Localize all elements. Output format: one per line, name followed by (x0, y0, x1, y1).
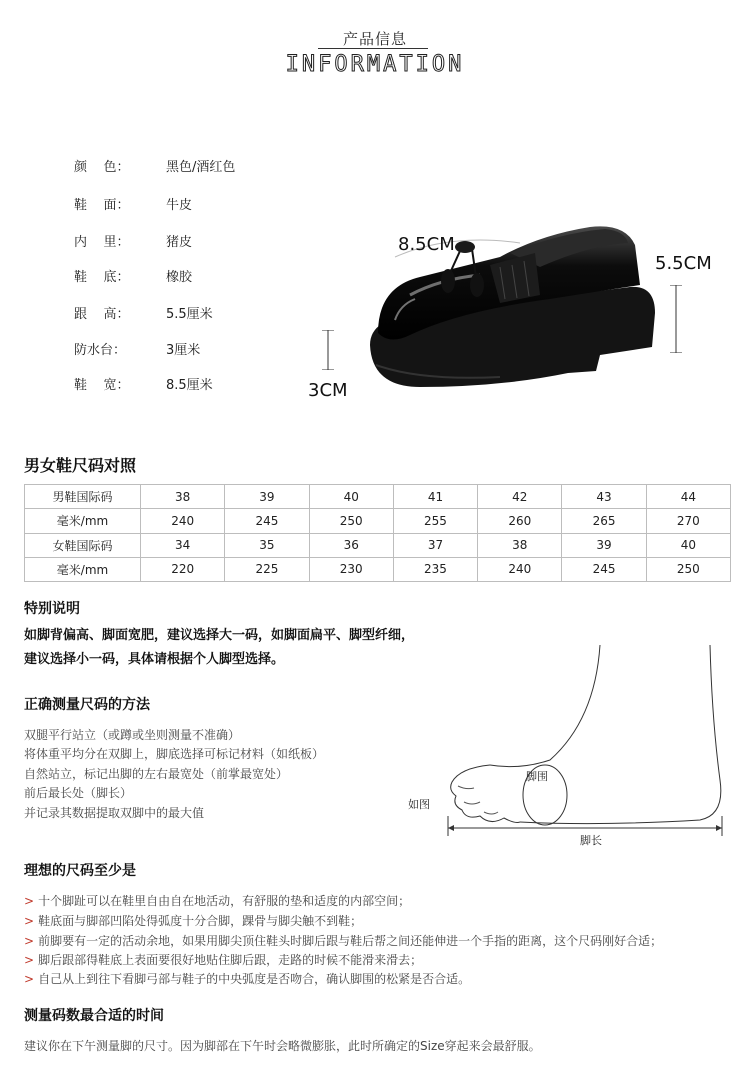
table-cell: 270 (646, 509, 730, 533)
table-cell: 40 (646, 533, 730, 557)
size-chart-table (24, 484, 731, 582)
size-chart-title: 男女鞋尺码对照 (24, 456, 137, 475)
method-line: 双腿平行站立（或蹲或坐则测量不准确） (24, 728, 241, 742)
table-cell: 37 (393, 533, 477, 557)
table-row (25, 557, 731, 581)
spec-value: 猪皮 (166, 235, 193, 250)
heel-height-marker (670, 285, 682, 353)
ideal-line (24, 970, 470, 987)
table-cell: 38 (141, 485, 225, 509)
table-row (25, 485, 731, 509)
arrow-icon: > (24, 953, 35, 967)
arrow-icon: > (24, 894, 35, 908)
foot-diagram (400, 640, 740, 850)
header-divider (318, 48, 428, 49)
arrow-icon: > (24, 972, 35, 986)
row-header: 毫米/mm (25, 557, 141, 581)
spec-value: 橡胶 (166, 270, 193, 285)
table-cell: 250 (309, 509, 393, 533)
spec-row (74, 231, 334, 251)
table-cell: 240 (141, 509, 225, 533)
row-header: 女鞋国际码 (25, 533, 141, 557)
ideal-line-text: 自己从上到往下看脚弓部与鞋子的中央弧度是否吻合，确认脚围的松紧是否合适。 (38, 972, 471, 986)
table-cell: 36 (309, 533, 393, 557)
table-cell: 38 (478, 533, 562, 557)
table-cell: 250 (646, 557, 730, 581)
special-title: 特别说明 (24, 601, 80, 617)
method-line: 将体重平均分在双脚上，脚底选择可标记材料（如纸板） (24, 747, 325, 761)
table-cell: 220 (141, 557, 225, 581)
platform-height-label: 3CM (308, 380, 348, 401)
header-subtitle: INFORMATION (285, 52, 465, 77)
spec-value: 3厘米 (166, 343, 201, 358)
ideal-line-text: 前脚要有一定的活动余地，如果用脚尖顶住鞋头时脚后跟与鞋后帮之间还能伸进一个手指的距离，这个尺码刚好合适； (38, 934, 663, 948)
info-header (0, 0, 750, 90)
time-text: 建议你在下午测量脚的尺寸。因为脚部在下午时会略微膨胀，此时所确定的Size穿起来会最舒服。 (24, 1039, 541, 1053)
ideal-line-text: 脚后跟部得鞋底上表面要很好地贴住脚后跟，走路的时候不能滑来滑去； (38, 953, 423, 967)
table-cell: 35 (225, 533, 309, 557)
shoe-image (300, 195, 740, 415)
spec-label: 跟 高： (74, 307, 130, 322)
special-line: 建议选择小一码，具体请根据个人脚型选择。 (24, 652, 285, 667)
platform-height-marker (322, 330, 334, 370)
foot-example-label: 如图 (408, 798, 430, 811)
ideal-line (24, 892, 410, 909)
row-header: 男鞋国际码 (25, 485, 141, 509)
header-title: 产品信息 (342, 30, 407, 48)
ideal-line-text: 十个脚趾可以在鞋里自由自在地活动，有舒服的垫和适度的内部空间； (38, 894, 411, 908)
spec-label: 颜 色： (74, 160, 130, 175)
time-title: 测量码数最合适的时间 (24, 1008, 164, 1024)
ideal-title: 理想的尺码至少是 (24, 863, 136, 879)
table-cell: 255 (393, 509, 477, 533)
method-line: 并记录其数据提取双脚中的最大值 (24, 806, 205, 820)
spec-row (74, 339, 334, 359)
ideal-line (24, 932, 662, 949)
table-cell: 245 (562, 557, 646, 581)
spec-value: 牛皮 (166, 198, 193, 213)
spec-label: 内 里： (74, 235, 130, 250)
spec-label: 鞋 底： (74, 270, 130, 285)
special-line: 如脚背偏高、脚面宽肥，建议选择大一码，如脚面扁平、脚型纤细， (24, 628, 415, 643)
table-row (25, 533, 731, 557)
table-cell: 260 (478, 509, 562, 533)
table-cell: 245 (225, 509, 309, 533)
foot-length-label: 脚长 (580, 834, 602, 847)
spec-row (74, 156, 334, 176)
spec-label: 鞋 面： (74, 198, 130, 213)
table-row (25, 509, 731, 533)
table-cell: 44 (646, 485, 730, 509)
spec-label: 鞋 宽： (74, 378, 130, 393)
spec-row (74, 374, 334, 394)
spec-row (74, 303, 334, 323)
ideal-line (24, 912, 362, 929)
spec-row (74, 266, 334, 286)
foot-outline (400, 640, 740, 850)
ideal-line (24, 951, 422, 968)
table-cell: 34 (141, 533, 225, 557)
spec-value: 5.5厘米 (166, 307, 213, 322)
arrow-icon: > (24, 914, 35, 928)
spec-row (74, 194, 334, 214)
table-cell: 225 (225, 557, 309, 581)
table-cell: 39 (562, 533, 646, 557)
foot-girth-label: 脚围 (526, 770, 548, 783)
table-cell: 40 (309, 485, 393, 509)
table-cell: 39 (225, 485, 309, 509)
spec-label: 防水台： (74, 343, 127, 358)
table-cell: 235 (393, 557, 477, 581)
table-cell: 230 (309, 557, 393, 581)
method-line: 自然站立，标记出脚的左右最宽处（前掌最宽处） (24, 767, 289, 781)
row-header: 毫米/mm (25, 509, 141, 533)
table-cell: 240 (478, 557, 562, 581)
method-line: 前后最长处（脚长） (24, 786, 133, 800)
table-cell: 42 (478, 485, 562, 509)
spec-value: 黑色/酒红色 (166, 160, 236, 175)
method-title: 正确测量尺码的方法 (24, 697, 150, 713)
table-cell: 43 (562, 485, 646, 509)
ideal-line-text: 鞋底面与脚部凹陷处得弧度十分合脚，踝骨与脚尖触不到鞋； (38, 914, 363, 928)
heel-height-label: 5.5CM (655, 253, 712, 274)
table-cell: 265 (562, 509, 646, 533)
arrow-icon: > (24, 934, 35, 948)
shoe-width-label: 8.5CM (398, 234, 455, 255)
spec-value: 8.5厘米 (166, 378, 213, 393)
table-cell: 41 (393, 485, 477, 509)
